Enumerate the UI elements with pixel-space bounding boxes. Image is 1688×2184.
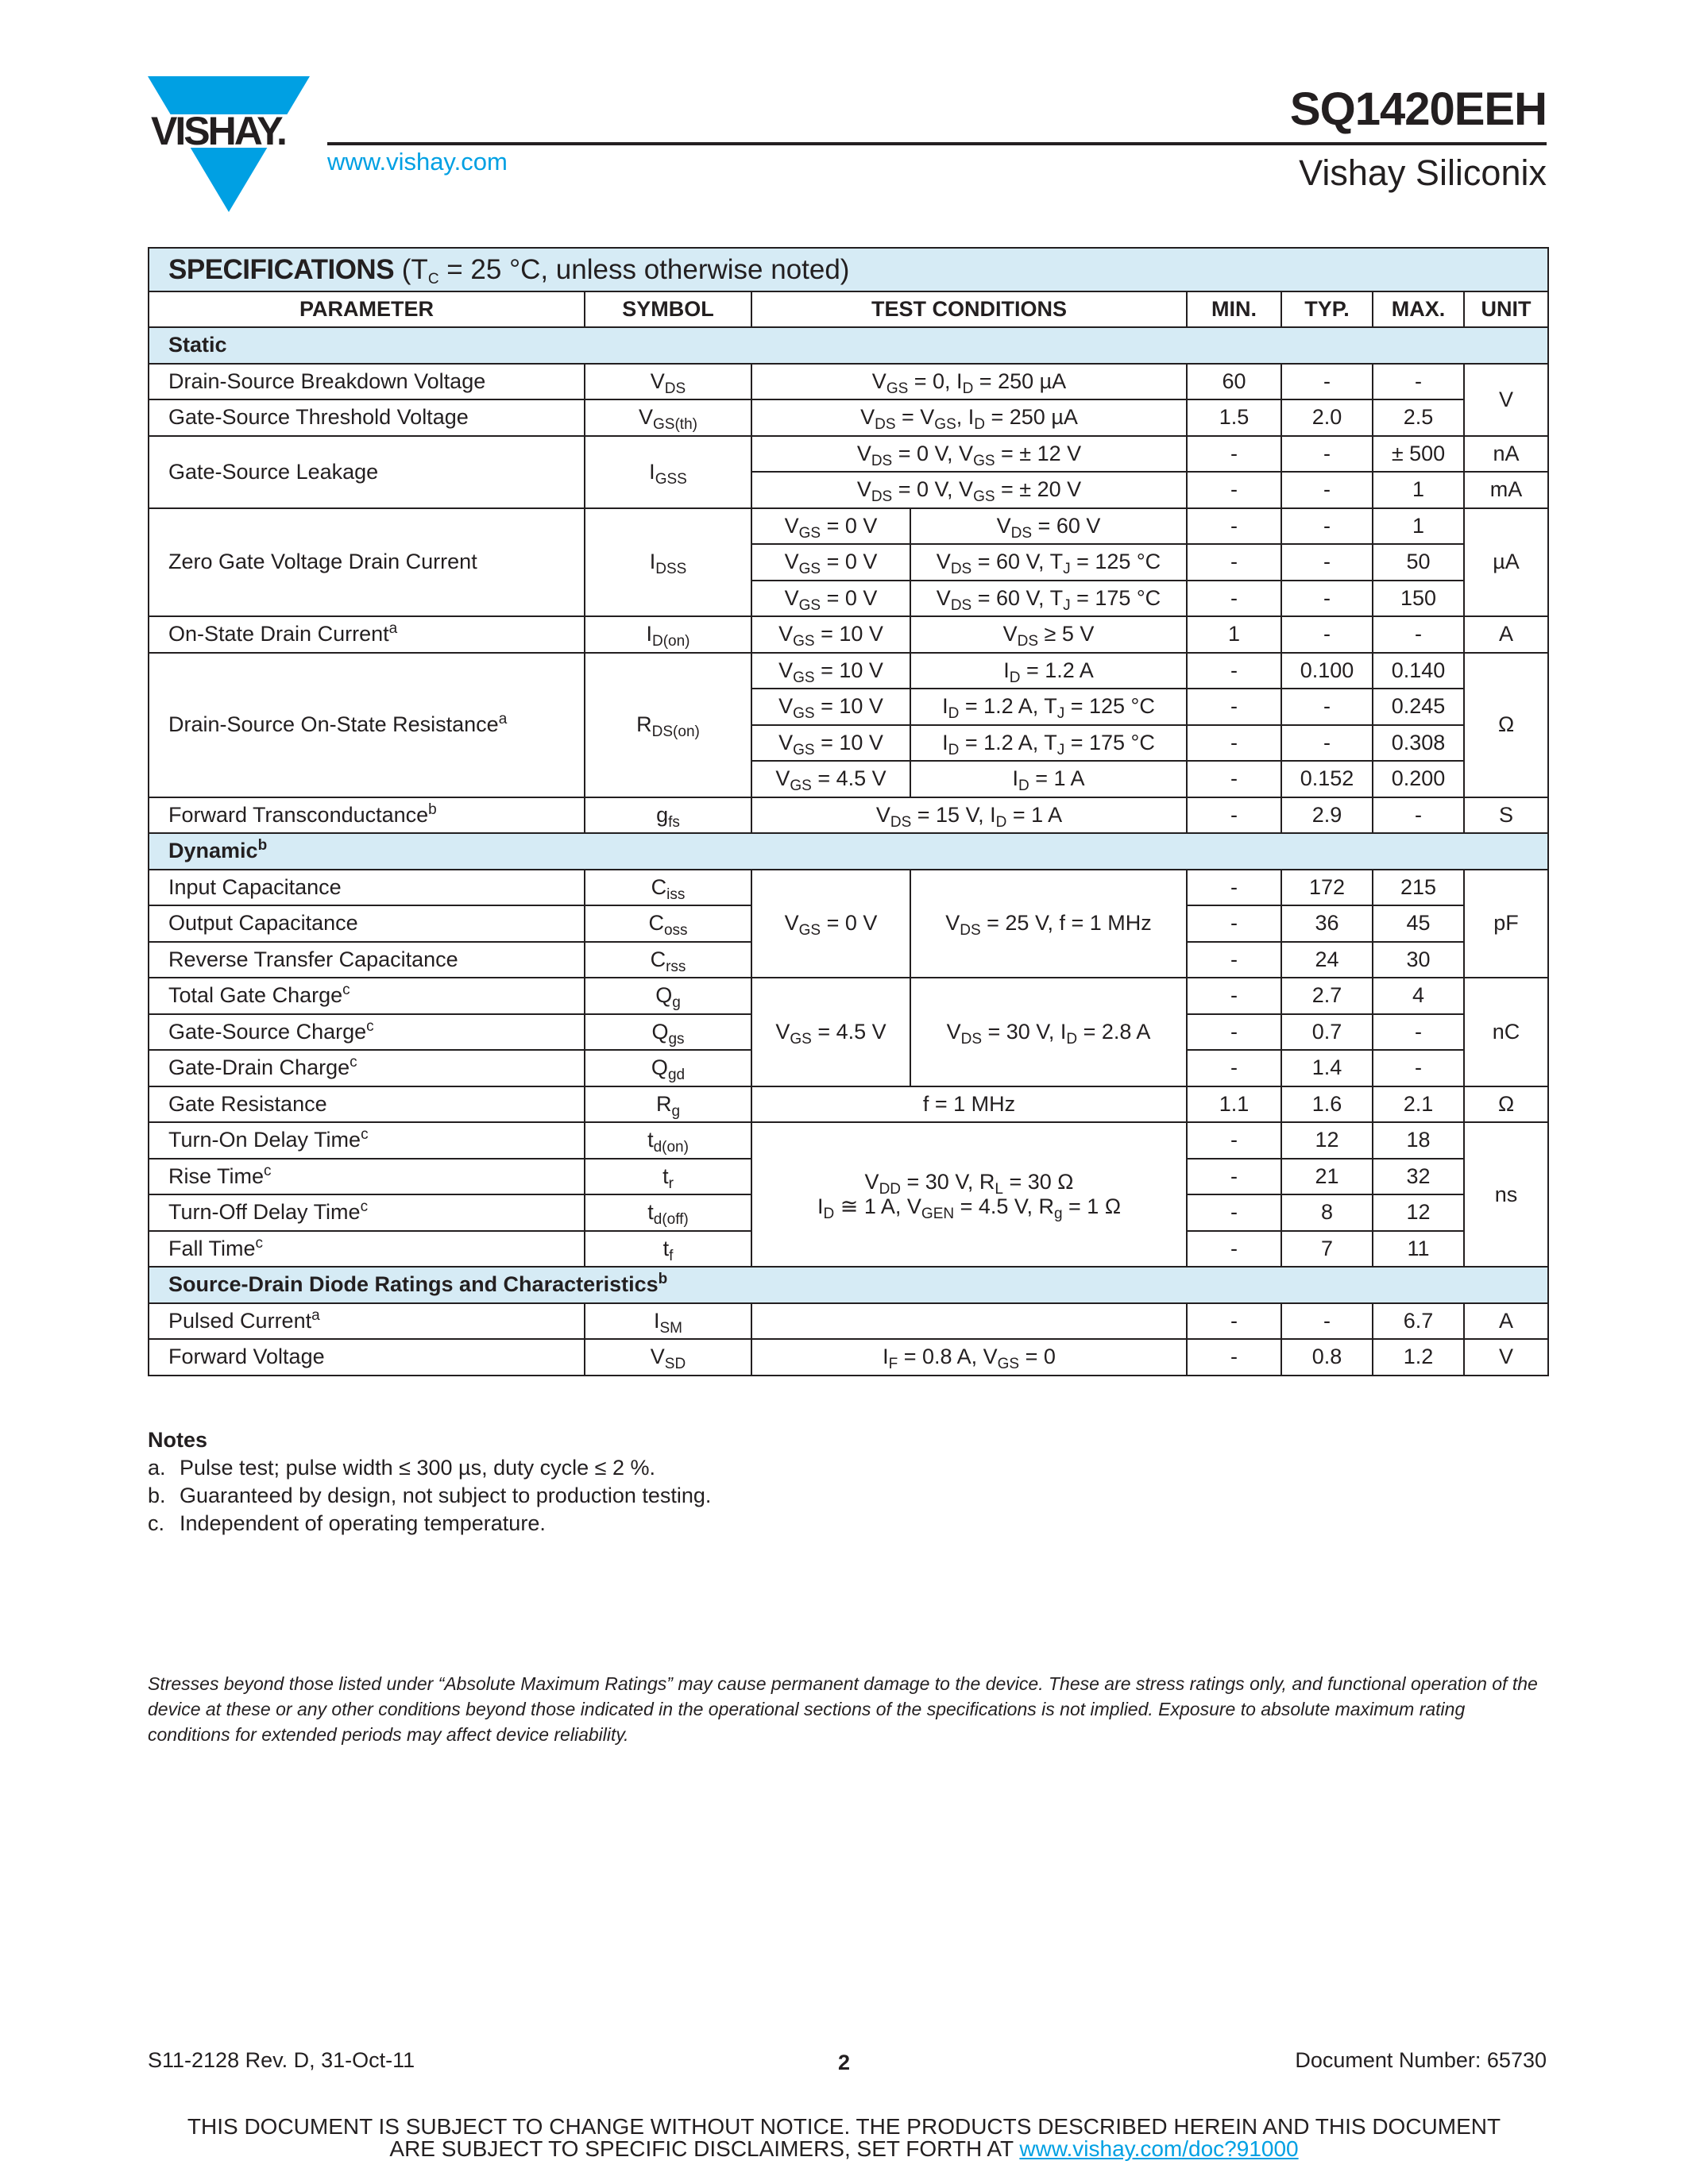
header-symbol: SYMBOL [585, 291, 751, 327]
unit-value: S [1464, 797, 1548, 834]
table-row [149, 399, 1548, 436]
typ-value: 24 [1281, 942, 1373, 978]
parameter-name: Zero Gate Voltage Drain Current [149, 508, 585, 617]
test-condition: f = 1 MHz [751, 1086, 1187, 1123]
symbol: $t_{d(off)}$ [585, 1194, 751, 1231]
test-condition: $V_{GS} = 10$ V [751, 616, 910, 653]
typ-value: - [1281, 725, 1373, 762]
parameter-name: Input Capacitance [149, 870, 585, 906]
test-condition: $V_{GS} = 0$ V [751, 508, 910, 545]
table-row [149, 797, 1548, 834]
table-row [149, 1339, 1548, 1376]
test-condition: $V_{DD} = 30$ V, $R_L = 30$ Ω $I_D$ ≅ 1 A, $V_{GEN} = 4.5$ V, $R_g = 1$ Ω [751, 1122, 1187, 1267]
symbol: $I_{DSS}$ [585, 508, 751, 617]
max-value: - [1373, 616, 1464, 653]
unit-value: V [1464, 1339, 1548, 1376]
test-condition: $V_{GS} = 10$ V [751, 725, 910, 762]
table-title-row [149, 248, 1548, 291]
header-min: MIN. [1187, 291, 1281, 327]
test-condition: $V_{DS} = 30$ V, $I_D = 2.8$ A [910, 978, 1187, 1086]
min-value: 1.1 [1187, 1086, 1281, 1123]
header-parameter: PARAMETER [149, 291, 585, 327]
company-name: Vishay Siliconix [1299, 152, 1547, 193]
typ-value: 2.9 [1281, 797, 1373, 834]
min-value: - [1187, 1159, 1281, 1195]
unit-value: A [1464, 1303, 1548, 1340]
min-value: - [1187, 905, 1281, 942]
header-unit: UNIT [1464, 291, 1548, 327]
vishay-url-link[interactable]: www.vishay.com [327, 148, 508, 176]
max-value: 0.245 [1373, 689, 1464, 725]
parameter-name: On-State Drain Current$^a$ [149, 616, 585, 653]
max-value: 0.200 [1373, 761, 1464, 797]
max-value: 0.140 [1373, 653, 1464, 689]
max-value: 2.5 [1373, 399, 1464, 436]
min-value: - [1187, 978, 1281, 1014]
unit-value: Ω [1464, 1086, 1548, 1123]
symbol: $Q_g$ [585, 978, 751, 1014]
section-row [149, 327, 1548, 364]
min-value: - [1187, 472, 1281, 508]
symbol: $V_{SD}$ [585, 1339, 751, 1376]
typ-value: 172 [1281, 870, 1373, 906]
section-row [149, 833, 1548, 870]
unit-value: V [1464, 364, 1548, 436]
min-value: - [1187, 1014, 1281, 1051]
unit-value: nA [1464, 436, 1548, 473]
max-value: - [1373, 1050, 1464, 1086]
test-condition: $I_D = 1.2$ A, $T_J = 175$ °C [910, 725, 1187, 762]
typ-value: - [1281, 472, 1373, 508]
parameter-name: Output Capacitance [149, 905, 585, 942]
symbol: $I_{GSS}$ [585, 436, 751, 508]
unit-value: mA [1464, 472, 1548, 508]
parameter-name: Drain-Source Breakdown Voltage [149, 364, 585, 400]
max-value: - [1373, 1014, 1464, 1051]
typ-value: 0.7 [1281, 1014, 1373, 1051]
vishay-logo [148, 76, 310, 212]
typ-value: - [1281, 581, 1373, 617]
max-value: 11 [1373, 1231, 1464, 1268]
test-condition: $V_{DS} = 0$ V, $V_{GS}$ = ± 20 V [751, 472, 1187, 508]
symbol: $C_{rss}$ [585, 942, 751, 978]
test-condition: $V_{GS} = 0$ V [751, 544, 910, 581]
symbol: $C_{oss}$ [585, 905, 751, 942]
parameter-name: Total Gate Charge$^c$ [149, 978, 585, 1014]
parameter-name: Gate-Source Threshold Voltage [149, 399, 585, 436]
test-condition: $I_D = 1.2$ A [910, 653, 1187, 689]
parameter-name: Forward Transconductance$^b$ [149, 797, 585, 834]
header-typ: TYP. [1281, 291, 1373, 327]
table-row [149, 508, 1548, 545]
parameter-name: Turn-On Delay Time$^c$ [149, 1122, 585, 1159]
table-row [149, 978, 1548, 1014]
typ-value: 1.6 [1281, 1086, 1373, 1123]
page-number: 2 [837, 2051, 851, 2074]
symbol: $I_{SM}$ [585, 1303, 751, 1340]
max-value: 45 [1373, 905, 1464, 942]
section-heading: Static [149, 327, 1548, 364]
symbol: $t_r$ [585, 1159, 751, 1195]
symbol: $t_f$ [585, 1231, 751, 1268]
note-item: c. Independent of operating temperature. [148, 1511, 546, 1535]
stress-disclaimer: Stresses beyond those listed under “Absolute Maximum Ratings” may cause permanent damage to the device. These are stress ratings only, and functional operation of the device at these or any other conditions beyond those indicated in the operational sections of the specifications is not implied. Exposure to absolute maximum rating conditions for extended periods may affect device reliability. [148, 1673, 1538, 1745]
test-condition: $V_{GS} = 4.5$ V [751, 978, 910, 1086]
min-value: - [1187, 761, 1281, 797]
notes-heading: Notes [148, 1428, 208, 1452]
max-value: 50 [1373, 544, 1464, 581]
header-max: MAX. [1373, 291, 1464, 327]
max-value: 2.1 [1373, 1086, 1464, 1123]
symbol: $Q_{gd}$ [585, 1050, 751, 1086]
table-title: SPECIFICATIONS ($T_C = 25$ °C, unless otherwise noted) [149, 248, 1548, 291]
parameter-name: Rise Time$^c$ [149, 1159, 585, 1195]
logo-wordmark: VISHAY. [151, 109, 285, 153]
legal-disclaimer: THIS DOCUMENT IS SUBJECT TO CHANGE WITHOUT NOTICE. THE PRODUCTS DESCRIBED HEREIN AND THIS DOCUMENT ARE SUBJECT TO SPECIFIC DISCLAIMERS, SET FORTH AT www.vishay.com/doc?91000 [187, 2114, 1501, 2161]
min-value: - [1187, 1231, 1281, 1268]
table-row [149, 436, 1548, 473]
test-condition: $V_{DS} \ge 5$ V [910, 616, 1187, 653]
max-value: 32 [1373, 1159, 1464, 1195]
table-row [149, 653, 1548, 689]
table-row [149, 1122, 1548, 1159]
symbol: $V_{DS}$ [585, 364, 751, 400]
max-value: 0.308 [1373, 725, 1464, 762]
max-value: 6.7 [1373, 1303, 1464, 1340]
max-value: 215 [1373, 870, 1464, 906]
typ-value: - [1281, 689, 1373, 725]
notes [148, 1426, 711, 1538]
test-condition: $I_D = 1$ A [910, 761, 1187, 797]
min-value: - [1187, 870, 1281, 906]
disclaimer-link[interactable]: www.vishay.com/doc?91000 [1019, 2136, 1299, 2161]
parameter-name: Gate-Source Charge$^c$ [149, 1014, 585, 1051]
symbol: $R_g$ [585, 1086, 751, 1123]
parameter-name: Gate Resistance [149, 1086, 585, 1123]
typ-value: 12 [1281, 1122, 1373, 1159]
unit-value: pF [1464, 870, 1548, 978]
test-condition: $V_{GS} = 10$ V [751, 653, 910, 689]
min-value: - [1187, 689, 1281, 725]
unit-value: ns [1464, 1122, 1548, 1267]
max-value: 12 [1373, 1194, 1464, 1231]
typ-value: - [1281, 364, 1373, 400]
symbol: $Q_{gs}$ [585, 1014, 751, 1051]
parameter-name: Gate-Drain Charge$^c$ [149, 1050, 585, 1086]
min-value: - [1187, 1339, 1281, 1376]
table-row [149, 870, 1548, 906]
table-row [149, 1303, 1548, 1340]
test-condition: $V_{DS} = 60$ V [910, 508, 1187, 545]
test-condition: $V_{GS} = 0$ V [751, 870, 910, 978]
symbol: $I_{D(on)}$ [585, 616, 751, 653]
test-condition: $V_{DS} = V_{GS}$, $I_D = 250$ µA [751, 399, 1187, 436]
test-condition: $I_D = 1.2$ A, $T_J = 125$ °C [910, 689, 1187, 725]
section-heading: Dynamic$^b$ [149, 833, 1548, 870]
test-condition [751, 1303, 1187, 1340]
typ-value: 1.4 [1281, 1050, 1373, 1086]
typ-value: 8 [1281, 1194, 1373, 1231]
table-header-row [149, 291, 1548, 327]
table-row [149, 1086, 1548, 1123]
test-condition: $V_{GS} = 10$ V [751, 689, 910, 725]
parameter-name: Turn-Off Delay Time$^c$ [149, 1194, 585, 1231]
parameter-name: Reverse Transfer Capacitance [149, 942, 585, 978]
test-condition: $V_{DS} = 60$ V, $T_J = 125$ °C [910, 544, 1187, 581]
section-heading: Source-Drain Diode Ratings and Characteristics$^b$ [149, 1267, 1548, 1303]
symbol: $V_{GS(th)}$ [585, 399, 751, 436]
min-value: - [1187, 1050, 1281, 1086]
section-row [149, 1267, 1548, 1303]
typ-value: 7 [1281, 1231, 1373, 1268]
max-value: 4 [1373, 978, 1464, 1014]
parameter-name: Drain-Source On-State Resistance$^a$ [149, 653, 585, 797]
max-value: 30 [1373, 942, 1464, 978]
symbol: $C_{iss}$ [585, 870, 751, 906]
unit-value: Ω [1464, 653, 1548, 797]
min-value: 60 [1187, 364, 1281, 400]
min-value: 1 [1187, 616, 1281, 653]
typ-value: - [1281, 544, 1373, 581]
min-value: - [1187, 797, 1281, 834]
min-value: - [1187, 942, 1281, 978]
min-value: - [1187, 1122, 1281, 1159]
header-test-conditions: TEST CONDITIONS [751, 291, 1187, 327]
test-condition: $V_{DS} = 15$ V, $I_D = 1$ A [751, 797, 1187, 834]
min-value: - [1187, 725, 1281, 762]
max-value: - [1373, 797, 1464, 834]
max-value: 1.2 [1373, 1339, 1464, 1376]
max-value: 18 [1373, 1122, 1464, 1159]
part-number: SQ1420EEH [1289, 83, 1547, 135]
min-value: 1.5 [1187, 399, 1281, 436]
test-condition: $I_F = 0.8$ A, $V_{GS} = 0$ [751, 1339, 1187, 1376]
test-condition: $V_{DS} = 25$ V, f = 1 MHz [910, 870, 1187, 978]
typ-value: - [1281, 616, 1373, 653]
min-value: - [1187, 544, 1281, 581]
min-value: - [1187, 1194, 1281, 1231]
unit-value: nC [1464, 978, 1548, 1086]
max-value: 1 [1373, 472, 1464, 508]
specifications-table [148, 247, 1549, 1376]
min-value: - [1187, 581, 1281, 617]
typ-value: 2.7 [1281, 978, 1373, 1014]
typ-value: - [1281, 436, 1373, 473]
symbol: $R_{DS(on)}$ [585, 653, 751, 797]
unit-value: A [1464, 616, 1548, 653]
parameter-name: Fall Time$^c$ [149, 1231, 585, 1268]
document-number: Document Number: 65730 [1295, 2048, 1547, 2072]
test-condition: $V_{GS} = 0$ V [751, 581, 910, 617]
min-value: - [1187, 508, 1281, 545]
max-value: ± 500 [1373, 436, 1464, 473]
note-item: b. Guaranteed by design, not subject to production testing. [148, 1484, 712, 1507]
typ-value: 21 [1281, 1159, 1373, 1195]
min-value: - [1187, 436, 1281, 473]
test-condition: $V_{DS} = 0$ V, $V_{GS}$ = ± 12 V [751, 436, 1187, 473]
typ-value: 2.0 [1281, 399, 1373, 436]
test-condition: $V_{DS} = 60$ V, $T_J = 175$ °C [910, 581, 1187, 617]
typ-value: 0.8 [1281, 1339, 1373, 1376]
symbol: $g_{fs}$ [585, 797, 751, 834]
typ-value: 0.100 [1281, 653, 1373, 689]
revision-info: S11-2128 Rev. D, 31-Oct-11 [148, 2048, 415, 2072]
table-row [149, 616, 1548, 653]
typ-value: 36 [1281, 905, 1373, 942]
note-item: a. Pulse test; pulse width ≤ 300 µs, duty cycle ≤ 2 %. [148, 1456, 655, 1480]
header-rule [327, 142, 1547, 145]
min-value: - [1187, 653, 1281, 689]
unit-value: µA [1464, 508, 1548, 617]
parameter-name: Forward Voltage [149, 1339, 585, 1376]
parameter-name: Gate-Source Leakage [149, 436, 585, 508]
parameter-name: Pulsed Current$^a$ [149, 1303, 585, 1340]
test-condition: $V_{GS} = 0$, $I_D = 250$ µA [751, 364, 1187, 400]
symbol: $t_{d(on)}$ [585, 1122, 751, 1159]
max-value: 1 [1373, 508, 1464, 545]
typ-value: 0.152 [1281, 761, 1373, 797]
max-value: - [1373, 364, 1464, 400]
min-value: - [1187, 1303, 1281, 1340]
typ-value: - [1281, 1303, 1373, 1340]
table-row [149, 364, 1548, 400]
test-condition: $V_{GS} = 4.5$ V [751, 761, 910, 797]
max-value: 150 [1373, 581, 1464, 617]
typ-value: - [1281, 508, 1373, 545]
